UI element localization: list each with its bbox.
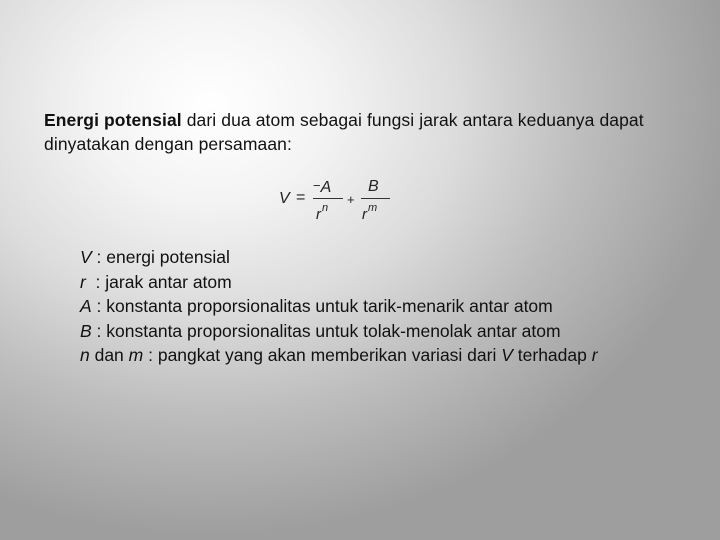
definition-symbol: V (80, 247, 92, 267)
definition-symbol: B (80, 320, 92, 341)
definition-text: terhadap (512, 345, 592, 365)
equation-equals: = (296, 189, 306, 206)
definition-text: : konstanta proporsionalitas untuk tolak-menolak antar atom (91, 320, 561, 341)
term1-sign: − (313, 178, 321, 193)
term2-denominator-exponent: m (368, 202, 378, 214)
definition-text: dan (89, 345, 129, 365)
definition-text: : jarak antar atom (85, 271, 232, 292)
intro-bold-term: Energi potensial (44, 110, 182, 130)
term1-numerator-symbol: A (320, 179, 332, 196)
definition-symbol: V (501, 345, 513, 365)
definition-text: : energi potensial (91, 247, 230, 267)
potential-energy-equation (276, 176, 396, 226)
definition-text: : pangkat yang akan memberikan variasi dari (143, 345, 502, 365)
intro-text: dari dua atom sebagai fungsi jarak antara keduanya dapat dinyatakan dengan persamaan: (44, 110, 644, 154)
definition-item (80, 270, 700, 295)
term1-denominator (316, 202, 328, 223)
term1-numerator (313, 178, 331, 197)
definition-symbol: n (80, 345, 90, 365)
definition-text: : konstanta proporsionalitas untuk tarik-menarik antar atom (91, 296, 553, 316)
definition-item (80, 319, 700, 344)
definition-symbol: r (80, 271, 86, 292)
intro-paragraph (44, 108, 684, 156)
definition-symbol: r (591, 345, 598, 365)
term2-numerator: B (368, 178, 379, 195)
term1-denominator-exponent: n (322, 202, 329, 214)
definition-symbol: A (80, 296, 92, 316)
term2-fraction-bar (361, 198, 390, 199)
term2-denominator (362, 202, 377, 223)
definition-item (80, 294, 700, 319)
definition-symbol: m (128, 345, 144, 365)
term1-denominator-base: r (316, 206, 321, 223)
equation-lhs: V (279, 190, 290, 207)
definitions-list (80, 245, 700, 368)
term1-fraction-bar (313, 198, 343, 199)
definition-item (80, 245, 700, 270)
term2-denominator-base: r (362, 206, 367, 223)
equation-plus: + (347, 192, 355, 207)
definition-item (80, 343, 700, 368)
